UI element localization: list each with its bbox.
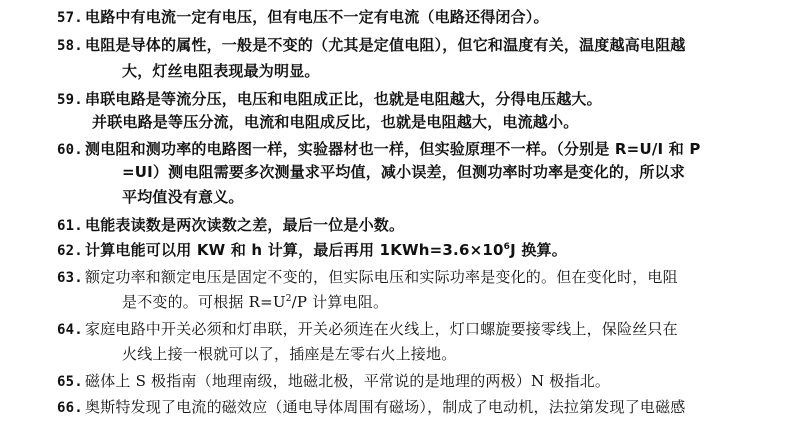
item-number: 65.: [57, 374, 83, 390]
exponent: 2: [285, 294, 292, 304]
item-text: 并联电路是等压分流，电流和电阻成反比，也就是电阻越大，电流越小。: [92, 113, 579, 131]
item-text: 电能表读数是两次读数之差，最后一位是小数。: [85, 216, 405, 234]
item-62-line-1: [57, 239, 567, 262]
item-text: 火线上接一根就可以了，插座是左零右火上接地。: [122, 345, 457, 363]
item-57-line-1: [57, 6, 549, 29]
item-text: =UI）测电阻需要多次测量求平均值，减小误差，但测功率时功率是变化的，所以求: [122, 163, 685, 181]
item-number: 62.: [57, 243, 83, 259]
item-number: 60.: [57, 142, 83, 158]
item-60-line-3: [122, 186, 244, 208]
item-text: 磁体上 S 极指南（地理南级，地磁北极，平常说的是地理的两极）N 极指北。: [85, 372, 611, 390]
item-58-line-1: [57, 34, 686, 57]
exponent: 6: [503, 242, 511, 252]
item-text: 奥斯特发现了电流的磁效应（通电导体周围有磁场），制成了电动机，法拉第发现了电磁感: [85, 398, 686, 416]
item-59-line-1: [57, 88, 602, 111]
item-number: 64.: [57, 322, 83, 338]
item-text: 电路中有电流一定有电压，但有电压不一定有电流（电路还得闭合）。: [85, 8, 549, 26]
item-number: 66.: [57, 400, 83, 416]
item-number: 57.: [57, 10, 83, 26]
item-64-line-2: [122, 343, 456, 365]
item-60-line-1: [57, 138, 701, 161]
item-66-line-1: [57, 396, 686, 419]
item-text-before: 计算电能可以用 KW 和 h 计算，最后再用 1KWh=3.6×10: [85, 241, 504, 259]
item-text: 家庭电路中开关必须和灯串联，开关必须连在火线上，灯口螺旋要接零线上，保险丝只在: [85, 320, 678, 338]
item-60-line-2: [122, 161, 685, 183]
item-number: 63.: [57, 270, 83, 286]
item-63-line-1: [57, 266, 678, 289]
item-number: 58.: [57, 38, 83, 54]
item-65-line-1: [57, 370, 610, 393]
item-text-before: 是不变的。可根据 R=U: [122, 293, 286, 311]
item-text: 额定功率和额定电压是固定不变的，但实际电压和实际功率是变化的。但在变化时，电阻: [85, 268, 678, 286]
item-58-line-2: [122, 60, 320, 82]
item-59-line-2: [92, 111, 578, 133]
item-text: 串联电路是等流分压，电压和电阻成正比，也就是电阻越大，分得电压越大。: [85, 90, 602, 108]
item-text-after: /P 计算电阻。: [291, 293, 389, 311]
item-text: 平均值没有意义。: [122, 188, 244, 206]
item-text: 测电阻和测功率的电路图一样，实验器材也一样，但实验原理不一样。（分别是 R=U/I 和 P: [85, 140, 701, 158]
item-text: 电阻是导体的属性，一般是不变的（尤其是定值电阻），但它和温度有关，温度越高电阻越: [85, 36, 686, 54]
item-64-line-1: [57, 318, 678, 341]
item-63-line-2: [122, 291, 388, 313]
item-number: 61.: [57, 218, 83, 234]
item-number: 59.: [57, 92, 83, 108]
item-text: 大，灯丝电阻表现最为明显。: [122, 62, 320, 80]
item-61-line-1: [57, 214, 404, 237]
item-text-after: J 换算。: [510, 241, 567, 259]
